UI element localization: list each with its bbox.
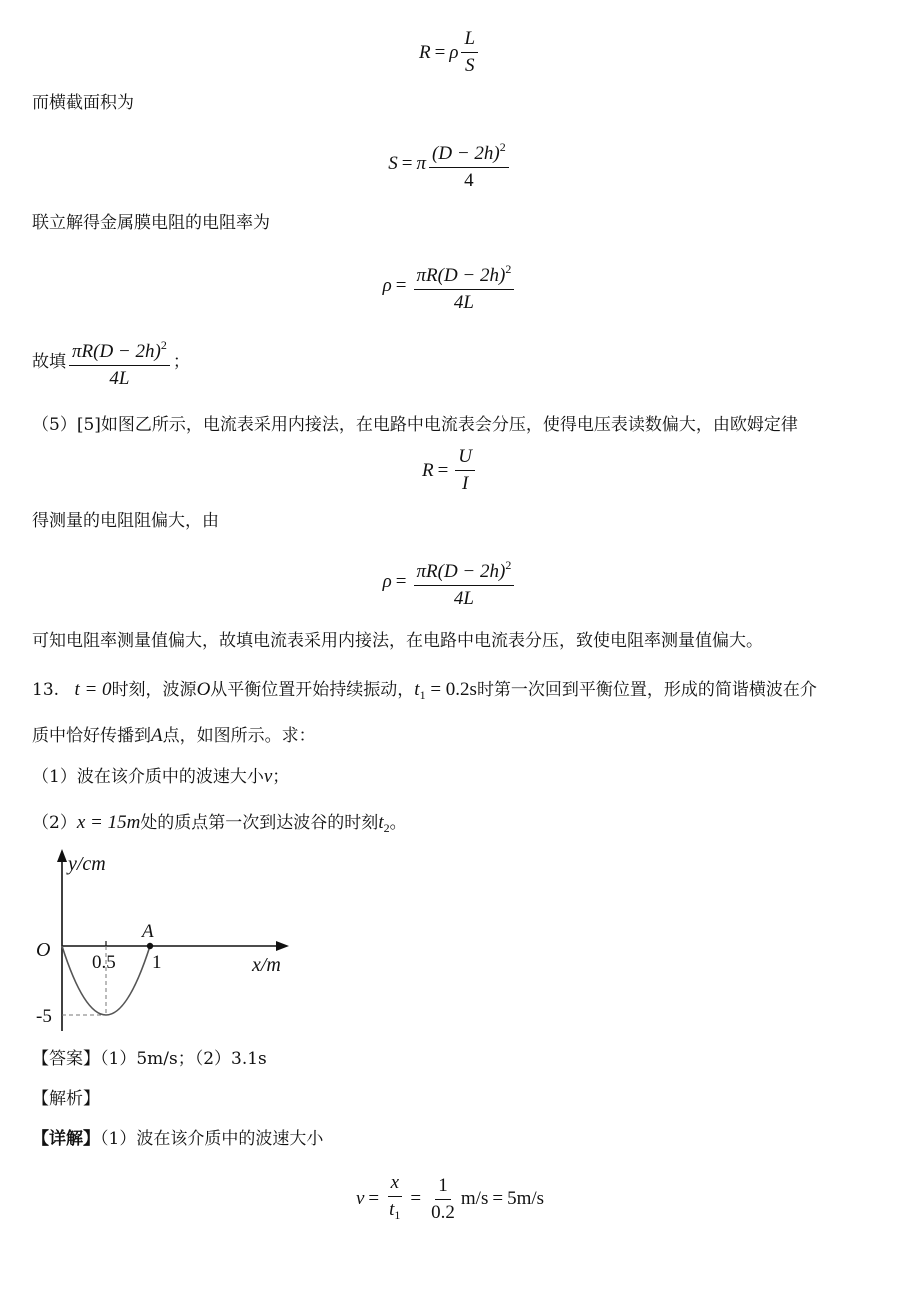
subscript: 2 xyxy=(383,821,390,835)
text-measured-high: 得测量的电阻阻偏大，由 xyxy=(32,511,219,531)
exponent: 2 xyxy=(505,558,512,572)
rho-symbol: ρ xyxy=(449,41,459,63)
subscript: 1 xyxy=(394,1208,401,1222)
formula-lhs: R xyxy=(421,459,434,481)
fraction xyxy=(455,446,475,495)
math-x15: x = 15m xyxy=(76,812,141,833)
numerator xyxy=(414,554,515,586)
equals-sign: = xyxy=(401,153,413,174)
math-v: v xyxy=(263,766,273,787)
text-conclusion: 可知电阻率测量值偏大，故填电流表采用内接法，在电路中电流表分压，致使电阻率测量值偏大。 xyxy=(32,631,763,651)
fraction-x-t1 xyxy=(386,1172,403,1226)
unit: m/s xyxy=(460,1188,489,1209)
fill-prefix: 故填 xyxy=(32,352,66,372)
math-t0: t = 0 xyxy=(74,679,112,700)
question-13-line-1 xyxy=(32,679,817,706)
math-t1: t xyxy=(414,679,420,700)
analysis-label: 【解析】 xyxy=(32,1089,100,1109)
fraction-1-02 xyxy=(428,1175,458,1224)
wave-figure xyxy=(30,846,310,1036)
equals-sign: = xyxy=(410,1188,422,1209)
formula-rho-2 xyxy=(0,554,900,610)
numerator xyxy=(69,334,170,366)
detail-text: （1）波在该介质中的波速大小 xyxy=(100,1129,324,1149)
point-A-label: A xyxy=(142,921,154,942)
formula-rho-1 xyxy=(0,258,900,314)
math-t1-value: = 0.2s xyxy=(425,679,477,700)
fill-answer-line xyxy=(32,334,190,390)
equals-sign: = xyxy=(395,275,407,296)
numerator: x xyxy=(388,1172,402,1197)
q13-text-d: 质中恰好传播到 xyxy=(32,726,151,746)
exponent: 2 xyxy=(505,262,512,276)
subscript: 1 xyxy=(419,688,426,702)
q1-text: （1）波在该介质中的波速大小 xyxy=(32,767,264,787)
x-axis-label: x/m xyxy=(252,954,281,976)
pi-symbol: π xyxy=(416,153,427,174)
tick-label-neg5: -5 xyxy=(36,1006,52,1027)
text-part5: （5）[5]如图乙所示，电流表采用内接法，在电路中电流表会分压，使得电压表读数偏大，由欧姆定律 xyxy=(32,415,798,435)
origin-label: O xyxy=(36,939,51,961)
formula-lhs: ρ xyxy=(382,571,392,592)
fraction xyxy=(69,334,170,390)
fill-suffix: ； xyxy=(172,352,190,372)
detail-line xyxy=(32,1128,323,1150)
numerator-text: πR(D − 2h) xyxy=(416,561,506,582)
formula-area xyxy=(0,136,900,192)
equals-sign: = xyxy=(368,1188,380,1209)
formula-lhs: ρ xyxy=(382,275,392,296)
exponent: 2 xyxy=(160,338,167,352)
math-t2: t xyxy=(378,812,384,833)
denominator: 4L xyxy=(453,292,474,313)
text-solve-rho: 联立解得金属膜电阻的电阻率为 xyxy=(32,213,270,233)
formula-ohm xyxy=(0,446,900,495)
formula-resistance xyxy=(0,28,900,77)
equals-sign: = xyxy=(434,41,446,63)
equals-sign: = xyxy=(492,1188,504,1209)
denominator: I xyxy=(462,473,469,494)
denominator: 4 xyxy=(464,170,474,191)
exponent: 2 xyxy=(499,140,506,154)
formula-lhs: S xyxy=(388,153,398,174)
tick-label-1: 1 xyxy=(152,952,162,973)
q1-suffix: ； xyxy=(272,767,290,787)
numerator-text: πR(D − 2h) xyxy=(416,265,506,286)
math-O: O xyxy=(196,679,211,700)
formula-lhs: R xyxy=(418,41,431,63)
fraction xyxy=(414,554,515,610)
denominator: 4L xyxy=(453,588,474,609)
fraction xyxy=(414,258,515,314)
q13-text-c: 时第一次回到平衡位置，形成的简谐横波在介 xyxy=(476,680,817,700)
detail-label: 【详解】 xyxy=(32,1129,100,1149)
y-axis-label: y/cm xyxy=(68,853,106,875)
equals-sign: = xyxy=(395,571,407,592)
equals-sign: = xyxy=(437,459,449,481)
question-part-1 xyxy=(32,766,289,788)
denominator: S xyxy=(464,55,475,76)
result: 5m/s xyxy=(507,1188,545,1209)
numerator: U xyxy=(455,446,475,471)
numerator-text: (D − 2h) xyxy=(432,143,500,164)
tick-label-05: 0.5 xyxy=(92,952,116,973)
y-axis-arrow xyxy=(57,849,67,862)
denominator xyxy=(386,1197,403,1226)
numerator xyxy=(429,136,509,168)
q2-suffix: 。 xyxy=(389,813,407,833)
denominator-text: t xyxy=(389,1199,395,1220)
question-part-2 xyxy=(32,812,407,839)
q13-text-a: 时刻，波源 xyxy=(111,680,197,700)
point-A-dot xyxy=(147,943,153,949)
numerator: L xyxy=(461,28,478,53)
math-A: A xyxy=(151,725,163,746)
denominator: 4L xyxy=(109,368,130,389)
numerator xyxy=(414,258,515,290)
denominator: 0.2 xyxy=(431,1201,455,1223)
answer-line: 【答案】（1）5m/s；（2）3.1s xyxy=(32,1049,267,1069)
q2-text: 处的质点第一次到达波谷的时刻 xyxy=(140,813,379,833)
fraction xyxy=(429,136,509,192)
formula-velocity xyxy=(0,1172,900,1226)
q13-text-b: 从平衡位置开始持续振动， xyxy=(210,680,415,700)
question-number: 13. xyxy=(32,680,60,700)
q2-prefix: （2） xyxy=(32,813,77,833)
x-axis-arrow xyxy=(276,941,289,951)
numerator: 1 xyxy=(435,1175,451,1200)
text-cross-section: 而横截面积为 xyxy=(32,93,134,113)
q13-text-e: 点，如图所示。求： xyxy=(162,726,316,746)
numerator-text: πR(D − 2h) xyxy=(72,341,161,362)
formula-lhs: v xyxy=(355,1188,365,1209)
fraction xyxy=(461,28,478,77)
question-13-line-2 xyxy=(32,725,316,747)
